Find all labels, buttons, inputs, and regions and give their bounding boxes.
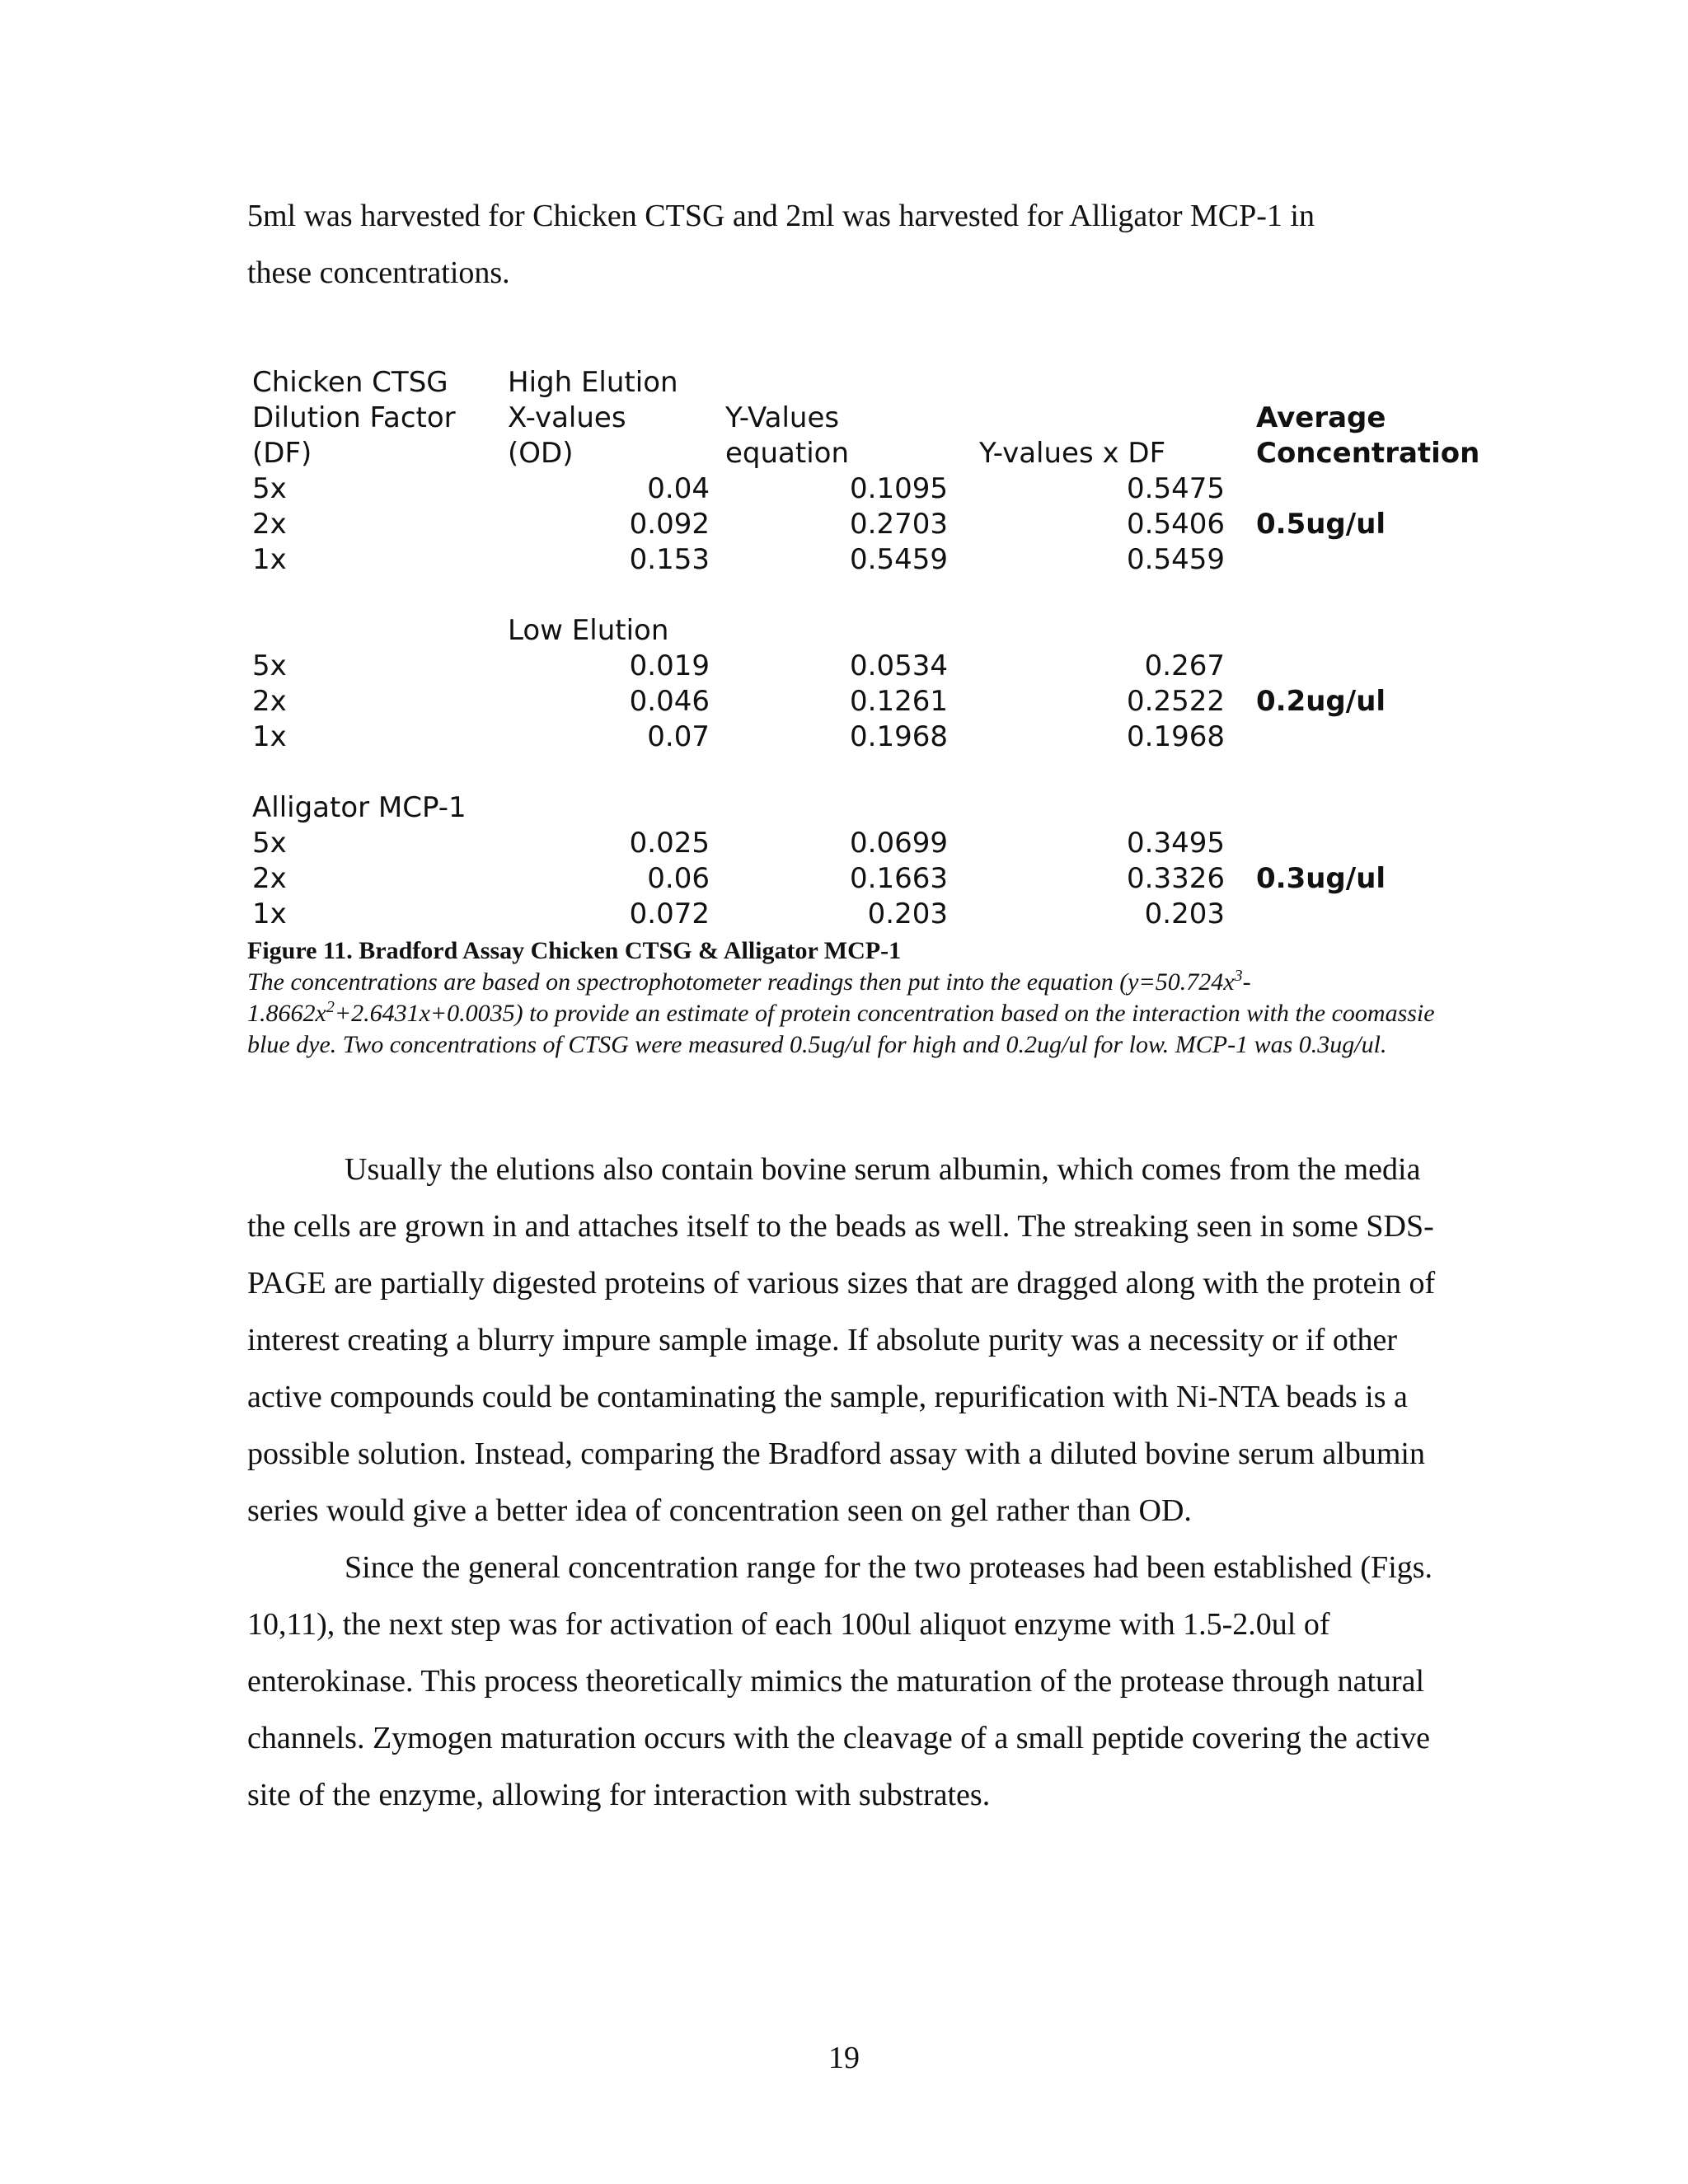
- alligator-label: Alligator MCP-1: [252, 791, 467, 824]
- cell-avg: [1225, 471, 1479, 507]
- cell-x: 0.07: [647, 720, 710, 753]
- cell-df: 2x: [252, 862, 287, 895]
- intro-line-2: these concentrations.: [247, 255, 510, 290]
- cell-x: 0.06: [647, 862, 710, 895]
- cell-x: 0.04: [647, 472, 710, 505]
- header-high-elution: High Elution: [508, 366, 678, 399]
- table-row: [252, 649, 1479, 684]
- cell-x: 0.025: [629, 827, 710, 860]
- intro-paragraph: [247, 188, 1451, 302]
- header-dilution-factor: Dilution Factor: [252, 401, 456, 434]
- cell-y: 0.1261: [850, 685, 948, 718]
- cell-y: 0.0534: [850, 649, 948, 682]
- caption-sup-b: 2: [326, 998, 335, 1016]
- cell-avg: [1225, 719, 1479, 755]
- cell-x: 0.072: [629, 898, 710, 930]
- table-row: [252, 507, 1479, 542]
- cell-avg: 0.3ug/ul: [1256, 862, 1386, 895]
- table-row: [252, 826, 1479, 861]
- cell-ydf: 0.3495: [1127, 827, 1225, 860]
- header-equation: equation: [725, 437, 850, 470]
- cell-df: 2x: [252, 508, 287, 541]
- table-header-row-1: [252, 365, 1479, 401]
- caption-sup-a: 3: [1234, 967, 1243, 985]
- cell-y: 0.1968: [850, 720, 948, 753]
- table-header-row-3: [252, 436, 1479, 471]
- cell-df: 1x: [252, 720, 287, 753]
- table-row: [252, 684, 1479, 719]
- header-chicken-ctsg: Chicken CTSG: [252, 366, 448, 399]
- cell-df: 5x: [252, 827, 287, 860]
- cell-y: 0.1095: [850, 472, 948, 505]
- cell-y: 0.1663: [850, 862, 948, 895]
- cell-avg: 0.2ug/ul: [1256, 685, 1386, 718]
- bradford-assay-table: [252, 365, 1479, 932]
- caption-text-b: -1.8662x: [247, 968, 1251, 1027]
- cell-avg: [1225, 542, 1479, 578]
- paragraph: Since the general concentration range for the two proteases had been established (Figs. 10,11), the next step was for activation of each 100ul aliquot enzyme with 1.5-2.0ul of enterokinase. This process theoretically mimics the maturation of the protease through natural channels. Zymogen maturation occurs with the cleavage of a small peptide covering the active site of the enzyme, allowing for interaction with substrates.: [247, 1550, 1433, 1812]
- caption-text-a: The concentrations are based on spectrophotometer readings then put into the equation (y=50.724x: [247, 968, 1235, 996]
- cell-x: 0.019: [629, 649, 710, 682]
- page-number: 19: [828, 2041, 860, 2075]
- header-concentration: Concentration: [1256, 437, 1480, 470]
- cell-avg: [1225, 649, 1479, 684]
- header-average: Average: [1256, 401, 1386, 434]
- cell-df: 1x: [252, 543, 287, 576]
- cell-ydf: 0.3326: [1127, 862, 1225, 895]
- cell-x: 0.092: [629, 508, 710, 541]
- figure-title: Figure 11. Bradford Assay Chicken CTSG & Alligator MCP-1: [247, 937, 902, 964]
- header-df: (DF): [252, 437, 312, 470]
- cell-avg: [1225, 826, 1479, 861]
- cell-df: 2x: [252, 685, 287, 718]
- cell-avg: [1225, 897, 1479, 932]
- header-y-values: Y-Values: [725, 401, 840, 434]
- cell-x: 0.153: [629, 543, 710, 576]
- cell-y: 0.2703: [850, 508, 948, 541]
- cell-y: 0.5459: [850, 543, 948, 576]
- cell-df: 5x: [252, 649, 287, 682]
- cell-ydf: 0.5459: [1127, 543, 1225, 576]
- cell-ydf: 0.5406: [1127, 508, 1225, 541]
- cell-ydf: 0.5475: [1127, 472, 1225, 505]
- table-row: [252, 897, 1479, 932]
- alligator-label-row: [252, 790, 1479, 826]
- cell-df: 5x: [252, 472, 287, 505]
- low-elution-label: Low Elution: [508, 614, 669, 647]
- cell-ydf: 0.267: [1144, 649, 1225, 682]
- cell-ydf: 0.203: [1144, 898, 1225, 930]
- cell-ydf: 0.1968: [1127, 720, 1225, 753]
- intro-line-1: 5ml was harvested for Chicken CTSG and 2ml was harvested for Alligator MCP-1 in: [247, 199, 1315, 233]
- cell-y: 0.203: [867, 898, 948, 930]
- table-row: [252, 471, 1479, 507]
- body-text: [247, 1141, 1451, 1824]
- caption-text-c: +2.6431x+0.0035) to provide an estimate of protein concentration based on the interaction with the coomassie blue dye. Two concentrations of CTSG were measured 0.5ug/ul for high and 0.2ug/ul for low. MCP-1 was 0.3ug/ul.: [247, 1000, 1435, 1058]
- figure-caption: [247, 935, 1467, 1061]
- cell-x: 0.046: [629, 685, 710, 718]
- paragraph: Usually the elutions also contain bovine serum albumin, which comes from the media the cells are grown in and attaches itself to the beads as well. The streaking seen in some SDS-PAGE are partially digested proteins of various sizes that are dragged along with the protein of interest creating a blurry impure sample image. If absolute purity was a necessity or if other active compounds could be contaminating the sample, repurification with Ni-NTA beads is a possible solution. Instead, comparing the Bradford assay with a diluted bovine serum albumin series would give a better idea of concentration seen on gel rather than OD.: [247, 1152, 1436, 1528]
- cell-ydf: 0.2522: [1127, 685, 1225, 718]
- cell-y: 0.0699: [850, 827, 948, 860]
- table-row: [252, 861, 1479, 897]
- table-header-row-2: [252, 401, 1479, 436]
- header-od: (OD): [508, 437, 574, 470]
- low-elution-label-row: [252, 613, 1479, 649]
- table-row: [252, 542, 1479, 578]
- figure-description: [247, 967, 1467, 1061]
- table-row: [252, 719, 1479, 755]
- cell-df: 1x: [252, 898, 287, 930]
- header-x-values: X-values: [508, 401, 626, 434]
- header-y-values-x-df: Y-values x DF: [979, 437, 1166, 470]
- cell-avg: 0.5ug/ul: [1256, 508, 1386, 541]
